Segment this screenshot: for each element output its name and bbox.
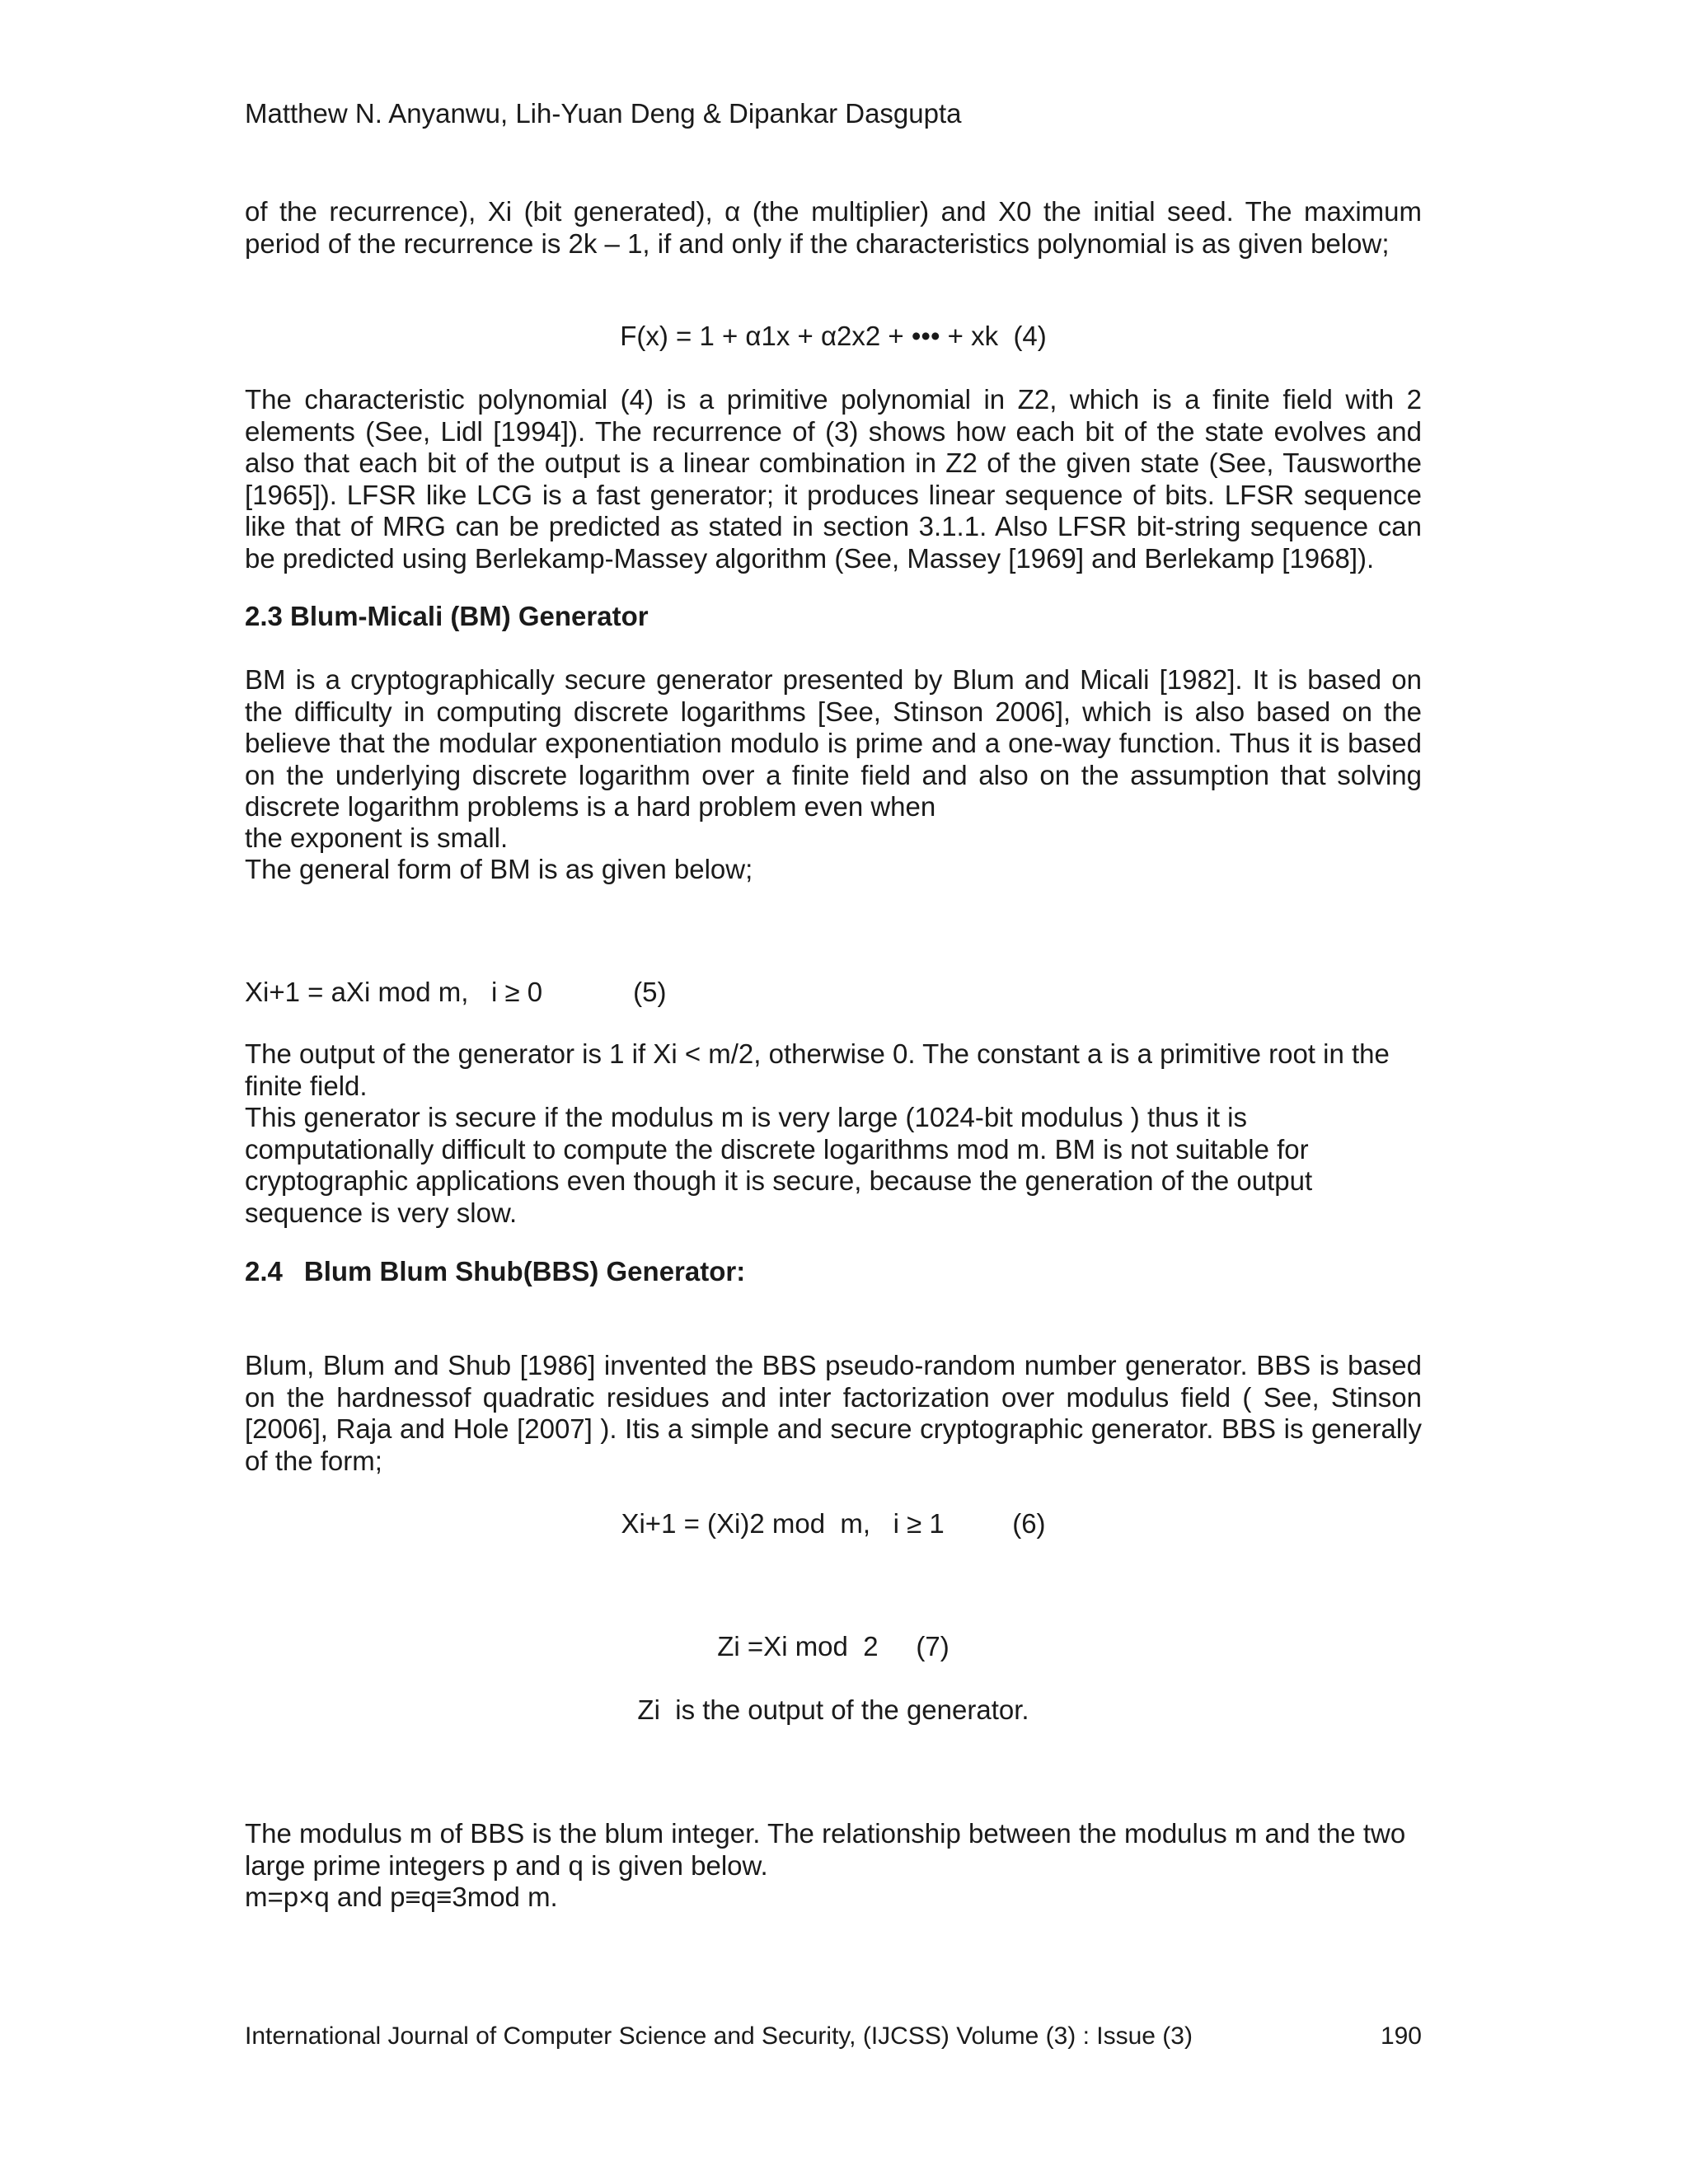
bbs-text: Blum, Blum and Shub [1986] invented the BBS pseudo-random number generator. BBS is based on the hardnessof quadratic residues and inter factorization over modulus field ( See, Stinson [2006], Raja and Hole [2007] ). Itis a simple and secure cryptographic generator. BBS is generally of the form;	[245, 1350, 1422, 1476]
bm-exponent-line: the exponent is small.	[245, 823, 509, 853]
section-2-4-title: Blum Blum Shub(BBS) Generator:	[303, 1256, 746, 1286]
footer-journal: International Journal of Computer Science and Security, (IJCSS) Volume (3) : Issue (3)	[245, 2022, 1193, 2050]
equation-5: Xi+1 = aXi mod m, i ≥ 0 (5)	[245, 977, 667, 1007]
page-footer	[245, 2021, 1422, 2052]
bm-output-paragraph: The output of the generator is 1 if Xi < m/2, otherwise 0. The constant a is a primitive root in the finite field.	[245, 1038, 1390, 1101]
lfsr-paragraph	[245, 384, 1422, 574]
equation-7: Zi =Xi mod 2 (7)	[717, 1631, 950, 1661]
section-2-3-heading: 2.3 Blum-Micali (BM) Generator	[245, 601, 649, 631]
bm-paragraph	[245, 664, 1422, 823]
footer-page-number: 190	[1380, 2022, 1422, 2050]
intro-paragraph	[245, 196, 1422, 260]
section-2-4-heading	[245, 1255, 1422, 1288]
intro-text: of the recurrence), Xi (bit generated), α (the multiplier) and X0 the initial seed. The maximum period of the recurrence is 2k – 1, if and only if the characteristics polynomial is as given below;	[245, 196, 1422, 259]
running-header-authors: Matthew N. Anyanwu, Lih-Yuan Deng & Dipankar Dasgupta	[245, 98, 962, 129]
bm-security-paragraph: This generator is secure if the modulus m is very large (1024-bit modulus ) thus it is computationally difficult to compute the discrete logarithms mod m. BM is not suitable for cryptographic applications even though it is secure, because the generation of the output sequence is very slow.	[245, 1102, 1313, 1228]
bbs-modulus-relation: m=p×q and p≡q≡3mod m.	[245, 1882, 558, 1912]
bm-general-form-line: The general form of BM is as given below;	[245, 854, 753, 884]
equation-6: Xi+1 = (Xi)2 mod m, i ≥ 1 (6)	[621, 1508, 1046, 1539]
bbs-paragraph	[245, 1350, 1422, 1477]
section-2-4-number: 2.4	[245, 1256, 283, 1286]
zi-output-line: Zi is the output of the generator.	[637, 1694, 1029, 1725]
equation-4: F(x) = 1 + α1x + α2x2 + ••• + xk (4)	[620, 321, 1047, 351]
bbs-modulus-paragraph: The modulus m of BBS is the blum integer. The relationship between the modulus m and the two large prime integers p and q is given below.	[245, 1818, 1406, 1881]
bm-text: BM is a cryptographically secure generator presented by Blum and Micali [1982]. It is based on the difficulty in computing discrete logarithms [See, Stinson 2006], which is also based on the believe that the modular exponentiation modulo is prime and a one-way function. Thus it is based on the underlying discrete logarithm over a finite field and also on the assumption that solving discrete logarithm problems is a hard problem even when	[245, 664, 1422, 822]
lfsr-text: The characteristic polynomial (4) is a primitive polynomial in Z2, which is a finite field with 2 elements (See, Lidl [1994]). The recurrence of (3) shows how each bit of the state evolves and also that each bit of the output is a linear combination in Z2 of the given state (See, Tausworthe [1965]). LFSR like LCG is a fast generator; it produces linear sequence of bits. LFSR sequence like that of MRG can be predicted as stated in section 3.1.1. Also LFSR bit-string sequence can be predicted using Berlekamp-Massey algorithm (See, Massey [1969] and Berlekamp [1968]).	[245, 384, 1422, 574]
